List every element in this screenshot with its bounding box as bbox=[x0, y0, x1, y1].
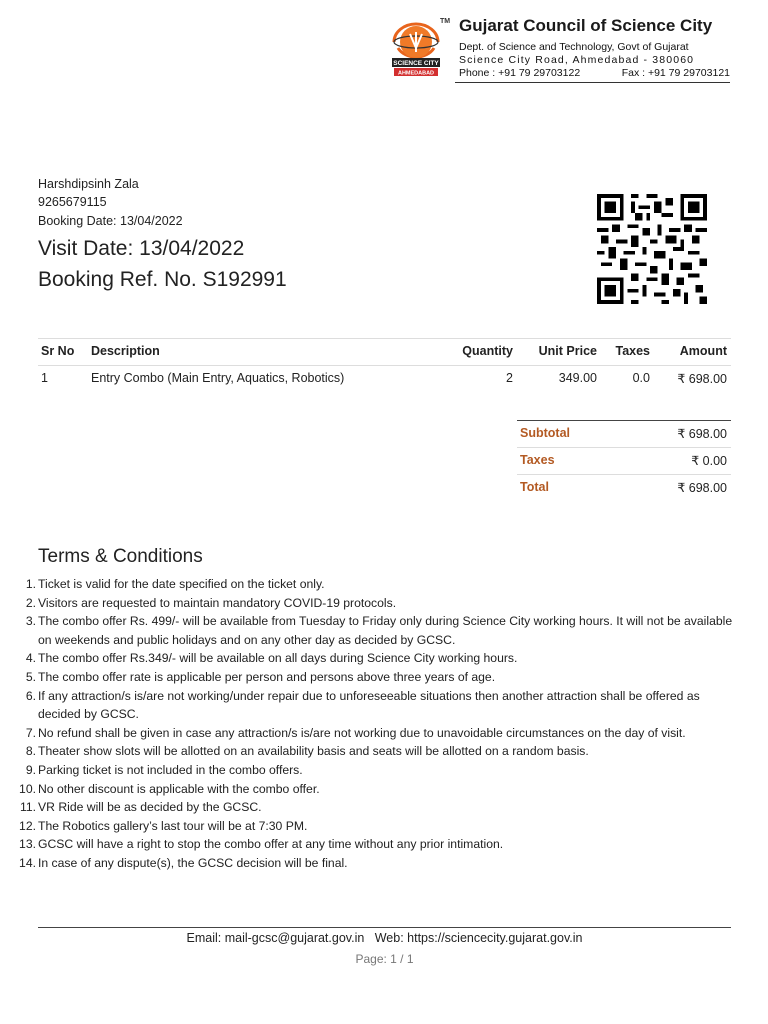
list-item bbox=[0, 854, 740, 873]
list-item bbox=[0, 594, 740, 613]
total-label: Total bbox=[520, 480, 549, 494]
term-number: 5. bbox=[25, 669, 36, 684]
booking-date: Booking Date: 13/04/2022 bbox=[38, 214, 183, 228]
list-item bbox=[0, 575, 740, 594]
terms-title: Terms & Conditions bbox=[38, 546, 203, 567]
term-text: The combo offer rate is applicable per person and persons above three years of age. bbox=[38, 669, 496, 684]
visit-date: Visit Date: 13/04/2022 bbox=[38, 237, 245, 260]
booking-reference: Booking Ref. No. S192991 bbox=[38, 268, 287, 291]
term-number: 2. bbox=[25, 595, 36, 610]
term-number: 8. bbox=[25, 744, 36, 759]
cell-quantity: 2 bbox=[506, 371, 513, 385]
subtotal-value: ₹ 698.00 bbox=[677, 427, 727, 441]
term-text: Parking ticket is not included in the combo offers. bbox=[38, 762, 303, 777]
term-text: No other discount is applicable with the combo offer. bbox=[38, 781, 320, 796]
logo-subtext: AHMEDABAD bbox=[397, 70, 435, 77]
footer-contact: Email: mail-gcsc@gujarat.gov.in Web: https://sciencecity.gujarat.gov.in bbox=[186, 931, 583, 945]
cell-taxes: 0.0 bbox=[632, 371, 650, 385]
term-number: 12. bbox=[19, 818, 36, 833]
list-item bbox=[0, 761, 740, 780]
term-number: 3. bbox=[25, 614, 36, 629]
taxes-row bbox=[517, 448, 731, 475]
list-item bbox=[0, 687, 740, 724]
organization-name: Gujarat Council of Science City bbox=[459, 16, 713, 35]
list-item bbox=[0, 817, 740, 836]
page-number: Page: 1 / 1 bbox=[355, 952, 414, 966]
customer-phone: 9265679115 bbox=[38, 195, 107, 209]
table-row bbox=[38, 366, 731, 392]
list-item bbox=[0, 742, 740, 761]
qr-code bbox=[594, 194, 710, 304]
org-contact-line bbox=[459, 67, 730, 79]
term-text: VR Ride will be as decided by the GCSC. bbox=[38, 800, 262, 815]
header-unit-price: Unit Price bbox=[538, 344, 597, 358]
header-divider bbox=[455, 82, 730, 83]
term-text: In case of any dispute(s), the GCSC decision will be final. bbox=[38, 855, 348, 870]
term-text: Theater show slots will be allotted on an availability basis and seats will be allotted on a random basis. bbox=[38, 744, 589, 759]
items-table bbox=[38, 338, 731, 392]
list-item bbox=[0, 798, 740, 817]
term-text: GCSC will have a right to stop the combo offer at any time without any prior intimation. bbox=[38, 837, 504, 852]
list-item bbox=[0, 724, 740, 743]
logo-text: SCIENCE CITY bbox=[393, 60, 439, 67]
subtotal-row bbox=[517, 421, 731, 448]
org-department: Dept. of Science and Technology, Govt of Gujarat bbox=[459, 41, 689, 53]
table-header-row bbox=[38, 338, 731, 366]
term-number: 13. bbox=[19, 837, 36, 852]
cell-amount: ₹ 698.00 bbox=[677, 372, 727, 386]
total-value: ₹ 698.00 bbox=[677, 481, 727, 495]
list-item bbox=[0, 649, 740, 668]
term-text: The Robotics gallery’s last tour will be at 7:30 PM. bbox=[38, 818, 308, 833]
term-number: 6. bbox=[25, 688, 36, 703]
org-address bbox=[459, 54, 730, 66]
taxes-value: ₹ 0.00 bbox=[691, 454, 727, 468]
list-item bbox=[0, 780, 740, 799]
term-number: 1. bbox=[25, 577, 36, 591]
header-quantity: Quantity bbox=[462, 344, 513, 358]
header-sr-no: Sr No bbox=[41, 344, 75, 358]
header-taxes: Taxes bbox=[615, 344, 650, 358]
list-item bbox=[0, 835, 740, 854]
list-item bbox=[0, 668, 740, 687]
footer-divider bbox=[38, 927, 731, 928]
total-row bbox=[517, 475, 731, 501]
header-amount: Amount bbox=[679, 344, 727, 358]
header-description: Description bbox=[91, 344, 160, 358]
subtotal-label: Subtotal bbox=[520, 426, 570, 440]
term-number: 10. bbox=[19, 781, 36, 796]
term-number: 9. bbox=[25, 762, 36, 777]
cell-sr-no: 1 bbox=[41, 371, 48, 385]
org-phone: Phone : +91 79 29703122 bbox=[459, 67, 581, 79]
term-text: Visitors are requested to maintain mandatory COVID-19 protocols. bbox=[38, 595, 397, 610]
term-text: If any attraction/s is/are not working/under repair due to unforeseeable situations then another attraction shall be offered as decided by GCSC. bbox=[38, 688, 700, 722]
list-item bbox=[0, 612, 740, 649]
trademark-label: TM bbox=[440, 18, 451, 25]
taxes-label: Taxes bbox=[520, 453, 555, 467]
term-number: 4. bbox=[25, 651, 36, 666]
science-city-logo bbox=[388, 14, 456, 80]
cell-description: Entry Combo (Main Entry, Aquatics, Robotics) bbox=[91, 371, 345, 385]
term-text: Ticket is valid for the date specified on the ticket only. bbox=[38, 577, 325, 591]
term-number: 7. bbox=[25, 725, 36, 740]
org-fax: Fax : +91 79 29703121 bbox=[621, 67, 730, 79]
totals-table bbox=[517, 420, 731, 501]
cell-unit-price: 349.00 bbox=[558, 371, 597, 385]
term-text: The combo offer Rs.349/- will be available on all days during Science City working hours. bbox=[38, 651, 518, 666]
term-text: No refund shall be given in case any attraction/s is/are not working due to unavoidable circumstances on the day of visit. bbox=[38, 725, 686, 740]
term-number: 11. bbox=[19, 800, 36, 815]
term-number: 14. bbox=[19, 855, 36, 870]
terms-list bbox=[0, 575, 740, 873]
org-address-text: Science City Road, Ahmedabad - 380060 bbox=[459, 54, 695, 66]
customer-name: Harshdipsinh Zala bbox=[38, 177, 139, 191]
term-text: The combo offer Rs. 499/- will be available from Tuesday to Friday only during Science City working hours. It will not be available on weekends and public holidays and on any other day as decided by GCSC. bbox=[38, 614, 733, 647]
